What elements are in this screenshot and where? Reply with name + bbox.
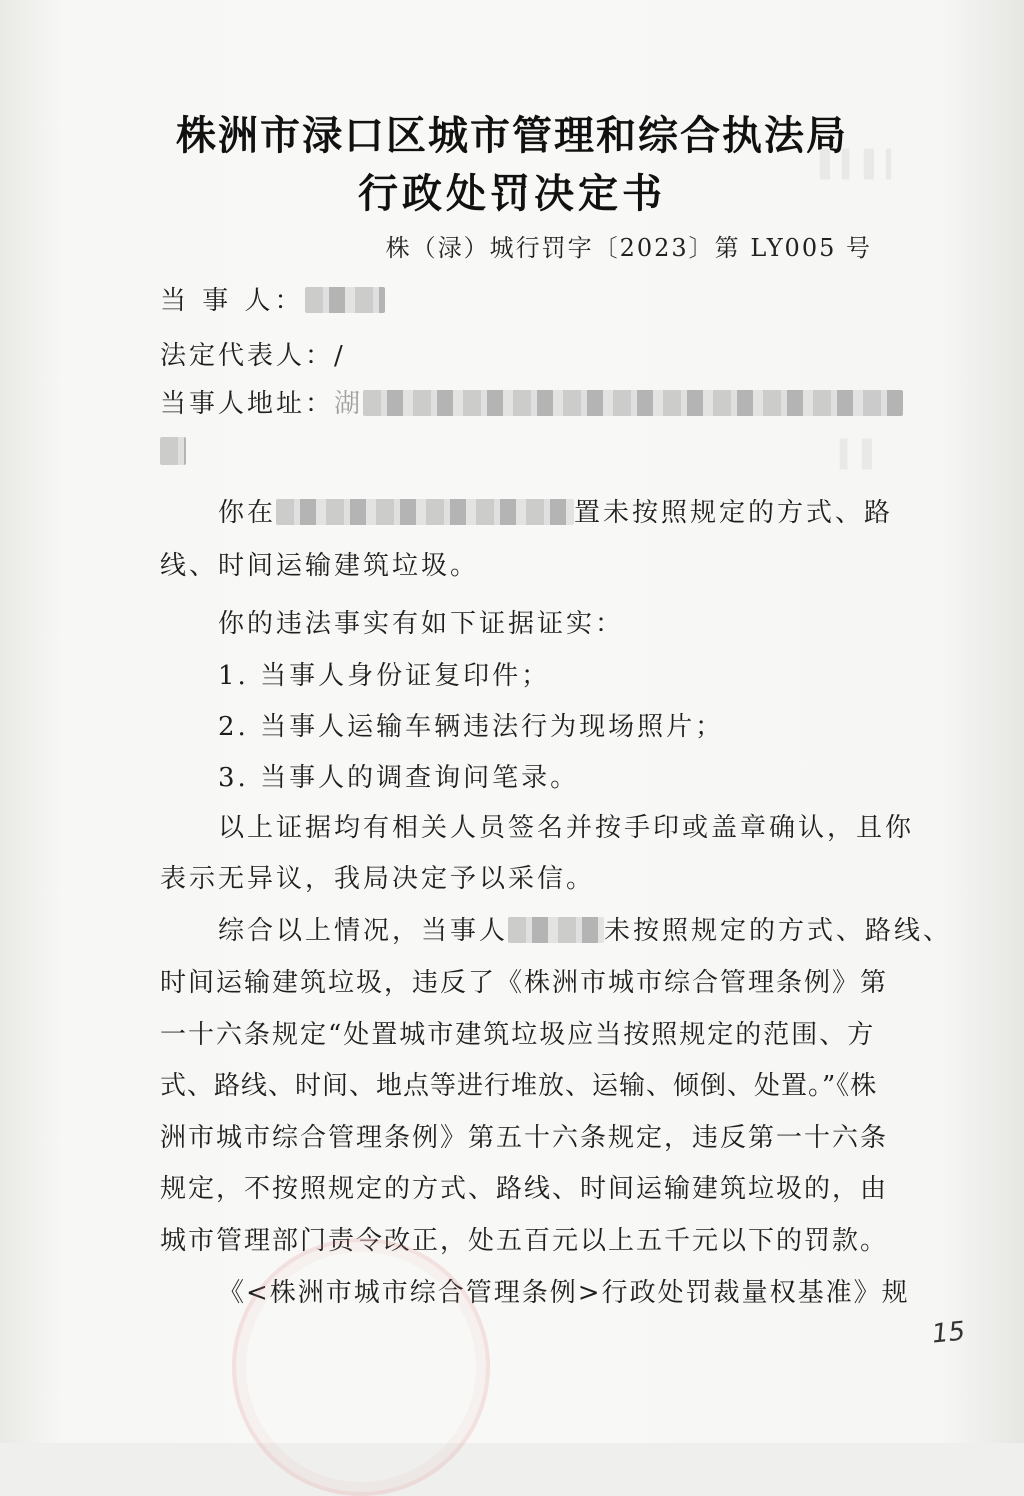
redacted-address — [363, 390, 903, 416]
paragraph-1-line-2: 线、时间运输建筑垃圾。 — [160, 551, 480, 581]
last-line: 《<株洲市城市综合管理条例>行政处罚裁量权基准》规 — [218, 1278, 910, 1308]
evidence-intro: 你的违法事实有如下证据证实： — [218, 609, 625, 639]
evidence-item-2: 2. 当事人运输车辆违法行为现场照片； — [218, 712, 725, 742]
bleed-through-text: ▌▍▌▎ — [820, 150, 908, 180]
redacted-party-name-2 — [508, 917, 604, 943]
summary-line-3: 一十六条规定“处置城市建筑垃圾应当按照规定的范围、方 — [160, 1020, 876, 1050]
address-line-2 — [160, 437, 186, 468]
address-label: 当事人地址： — [160, 389, 335, 419]
summary-end: 未按照规定的方式、路线、 — [604, 916, 953, 946]
document-subtitle: 行政处罚决定书 — [358, 171, 666, 217]
document-number: 株（渌）城行罚字〔2023〕第 LY005 号 — [385, 234, 872, 262]
p1-end: 置未按照规定的方式、路 — [574, 498, 894, 528]
legal-rep-line: 法定代表人：/ — [160, 341, 346, 371]
confirm-line-1: 以上证据均有相关人员签名并按手印或盖章确认，且你 — [218, 813, 915, 843]
redacted-party-name — [305, 287, 385, 313]
page-number: 15 — [930, 1316, 967, 1350]
summary-line-6: 规定，不按照规定的方式、路线、时间运输建筑垃圾的，由 — [160, 1174, 889, 1204]
confirm-line-2: 表示无异议，我局决定予以采信。 — [160, 864, 596, 894]
document-title: 株洲市渌口区城市管理和综合执法局 — [176, 113, 848, 159]
bleed-through-text: ▍▌ — [840, 440, 884, 470]
paragraph-1-line-1 — [218, 492, 893, 529]
redacted-location — [276, 499, 574, 525]
summary-line-1 — [218, 910, 952, 947]
summary-line-4: 式、路线、时间、地点等进行堆放、运输、倾倒、处置。”《株 — [160, 1071, 878, 1101]
summary-line-7: 城市管理部门责令改正，处五百元以上五千元以下的罚款。 — [160, 1226, 889, 1256]
evidence-item-3: 3. 当事人的调查询问笔录。 — [218, 763, 580, 793]
summary-start: 综合以上情况，当事人 — [218, 916, 509, 946]
party-line — [160, 280, 385, 317]
p1-start: 你在 — [218, 498, 277, 528]
address-partial-char: 湖 — [334, 389, 364, 419]
address-line — [160, 383, 903, 420]
evidence-item-1: 1. 当事人身份证复印件； — [218, 661, 551, 691]
party-label: 当 事 人： — [160, 286, 305, 316]
faint-seal-stamp — [232, 1238, 490, 1496]
redacted-address-tail — [160, 437, 186, 465]
summary-line-2: 时间运输建筑垃圾，违反了《株洲市城市综合管理条例》第 — [160, 968, 889, 998]
summary-line-5: 洲市城市综合管理条例》第五十六条规定，违反第一十六条 — [160, 1123, 889, 1153]
